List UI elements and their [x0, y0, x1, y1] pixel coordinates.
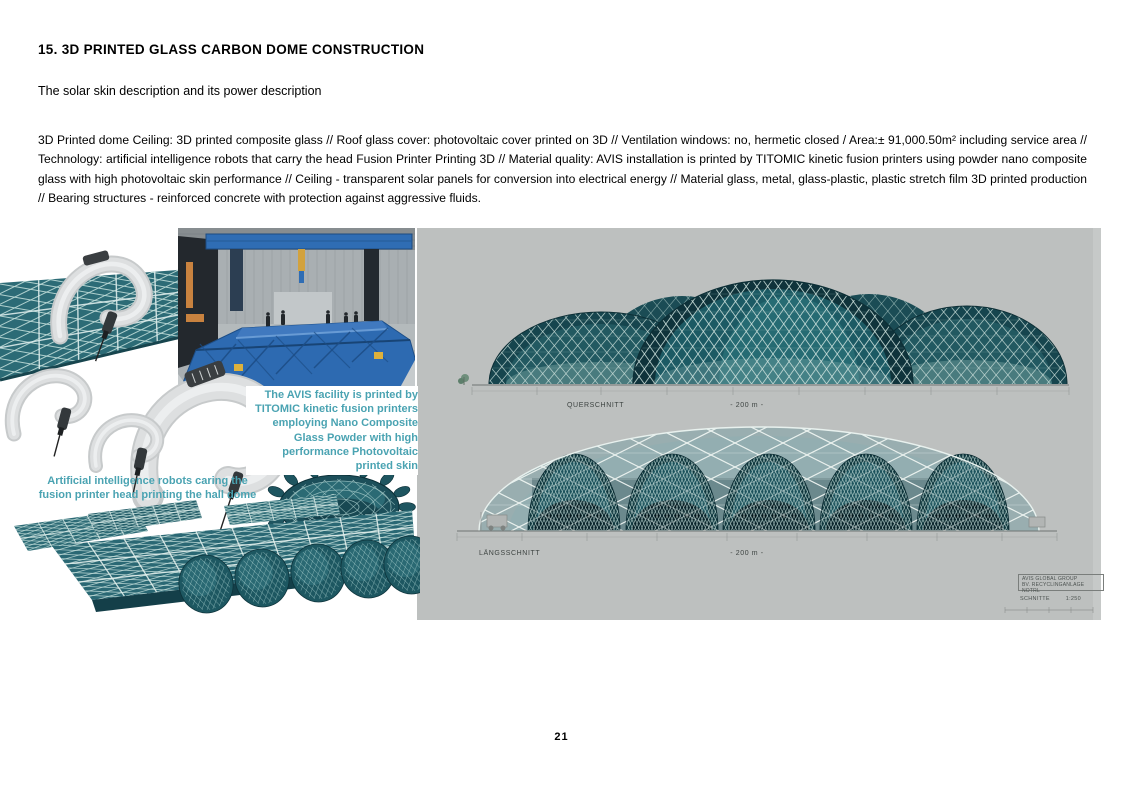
caption-avis-facility: The AVIS facility is printed by TITOMIC kinetic fusion printers employing Nano Composite Glass Powder with high performance Photovoltaic printed skin [246, 386, 418, 475]
querschnitt-scale: - 200 m - [730, 402, 764, 409]
drawing-title-block [1018, 574, 1104, 594]
figure-montage [0, 228, 1123, 620]
body-paragraph: 3D Printed dome Ceiling: 3D printed composite glass // Roof glass cover: photovoltaic cover printed on 3D // Ventilation windows: no, hermetic closed / Area:± 91,000.50m² including service area // Technology: artificial intelligence robots that carry the head Fusion Printer Printing 3D // Material quality: AVIS installation is printed by TITOMIC kinetic fusion printers using powder nano composite glass with high photovoltaic skin performance // Ceiling - transparent solar panels for conversion into electrical energy // Material glass, metal, glass-plastic, plastic stretch film 3D printed production // Bearing structures - reinforced concrete with protection against aggressive fluids. [38, 133, 1087, 205]
laengsschnitt-scale: - 200 m - [730, 550, 764, 557]
querschnitt-label: QUERSCHNITT [567, 402, 625, 409]
drawing-sheet-label: SCHNITTE [1020, 596, 1050, 602]
dome-sections-drawing [417, 228, 1101, 620]
sections-drawing-panel [417, 228, 1101, 620]
caption-ai-robots: Artificial intelligence robots caring the fusion printer head printing the hall dome [38, 475, 257, 502]
page-title: 15. 3D PRINTED GLASS CARBON DOME CONSTRUCTION [38, 42, 425, 57]
laengsschnitt-label: LÄNGSSCHNITT [479, 550, 541, 557]
title-block-project: BV. RECYCLINGANLAGE NOTRL [1022, 582, 1085, 594]
page-number: 21 [554, 731, 569, 743]
drawing-scale-row [1020, 596, 1095, 602]
page-subtitle: The solar skin description and its power description [38, 84, 322, 98]
title-block-company: AVIS GLOBAL GROUP [1022, 576, 1078, 582]
drawing-scale-value: 1:250 [1065, 596, 1081, 602]
